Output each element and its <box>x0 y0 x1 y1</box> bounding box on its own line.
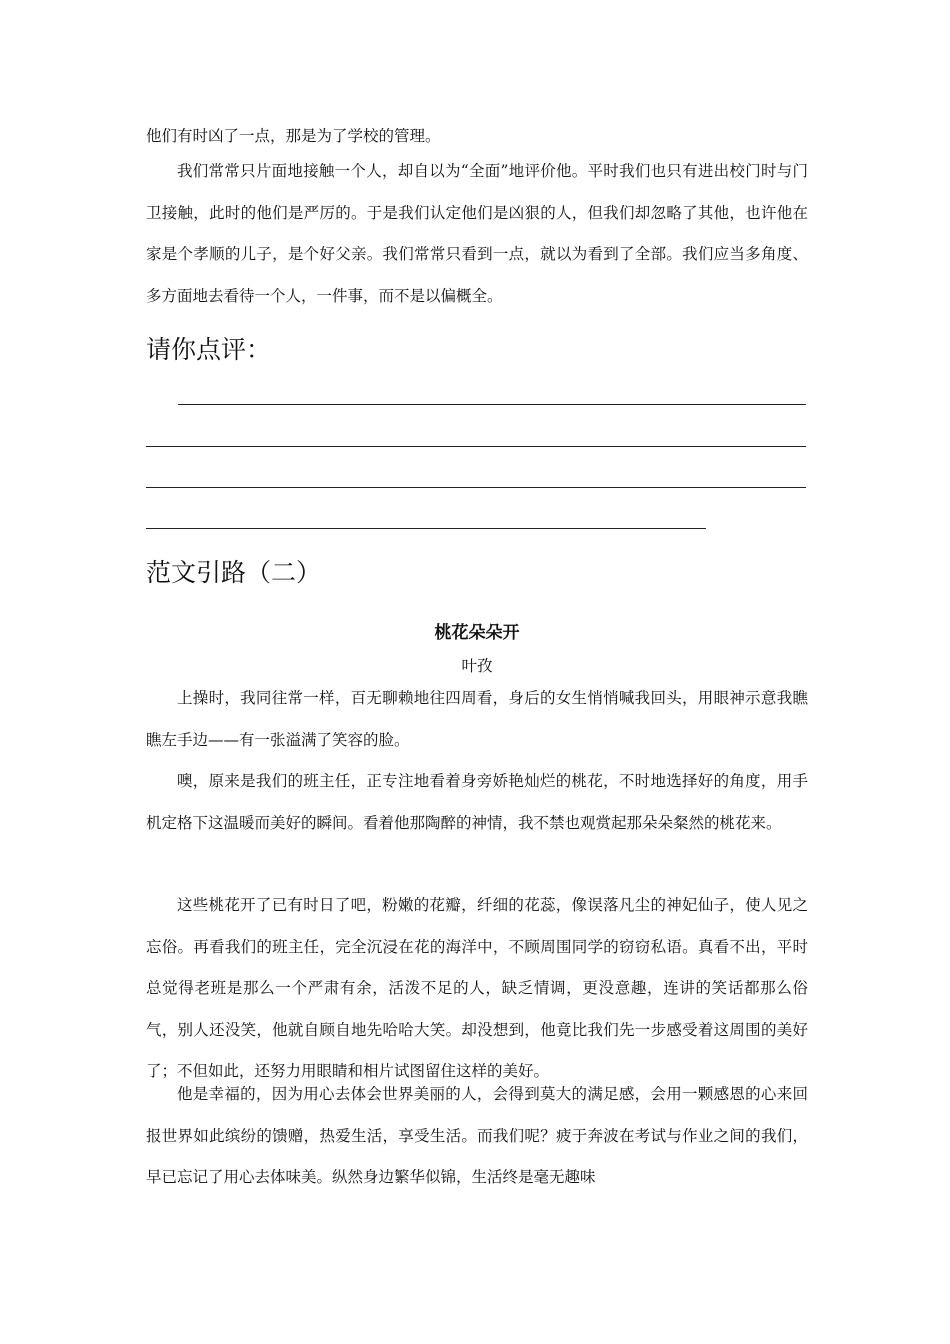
essay-paragraph-1: 上操时，我同往常一样，百无聊赖地往四周看，身后的女生悄悄喊我回头，用眼神示意我瞧瞧左手边——有一张溢满了笑容的脸。 <box>146 689 808 749</box>
essay-paragraph-2: 噢，原来是我们的班主任，正专注地看着身旁娇艳灿烂的桃花，不时地选择好的角度，用手机定格下这温暖而美好的瞬间。看着他那陶醉的神情，我不禁也观赏起那朵朵粲然的桃花来。 <box>146 772 808 832</box>
review-heading: 请你点评： <box>146 335 272 364</box>
essay-paragraph-3: 这些桃花开了已有时日了吧，粉嫩的花瓣，纤细的花蕊，像误落凡尘的神妃仙子，使人见之忘俗。再看我们的班主任，完全沉浸在花的海洋中，不顾周围同学的窃窃私语。真看不出，平时总觉得老班是那么一个严肃有余，活泼不足的人，缺乏情调，更没意趣，连讲的笑话都那么俗气，别人还没笑，他就自顾自地先哈哈大笑。却没想到，他竟比我们先一步感受着这周围的美好了；不但如此，还努力用眼睛和相片试图留住这样的美好。 <box>146 896 808 1080</box>
answer-line-2[interactable] <box>146 446 806 447</box>
essay-paragraph-4: 他是幸福的，因为用心去体会世界美丽的人，会得到莫大的满足感，会用一颗感恩的心来回报世界如此缤纷的馈赠，热爱生活，享受生活。而我们呢？疲于奔波在考试与作业之间的我们，早已忘记了用心去体味美。纵然身边繁华似锦，生活终是毫无趣味 <box>146 1085 808 1186</box>
answer-line-4[interactable] <box>146 528 706 529</box>
answer-line-1[interactable] <box>178 404 806 405</box>
section-heading: 范文引路（二） <box>146 558 322 587</box>
paragraph-comment: 我们常常只片面地接触一个人，却自以为“全面”地评价他。平时我们也只有进出校门时与门卫接触，此时的他们是严厉的。于是我们认定他们是凶狠的人，但我们却忽略了其他，也许他在家是个孝顺的儿子，是个好父亲。我们常常只看到一点，就以为看到了全部。我们应当多角度、多方面地去看待一个人，一件事，而不是以偏概全。 <box>146 162 808 305</box>
answer-line-3[interactable] <box>146 487 806 488</box>
essay-author: 叶孜 <box>461 657 493 675</box>
paragraph-continued: 他们有时凶了一点，那是为了学校的管理。 <box>146 127 441 145</box>
essay-title: 桃花朵朵开 <box>434 623 520 643</box>
